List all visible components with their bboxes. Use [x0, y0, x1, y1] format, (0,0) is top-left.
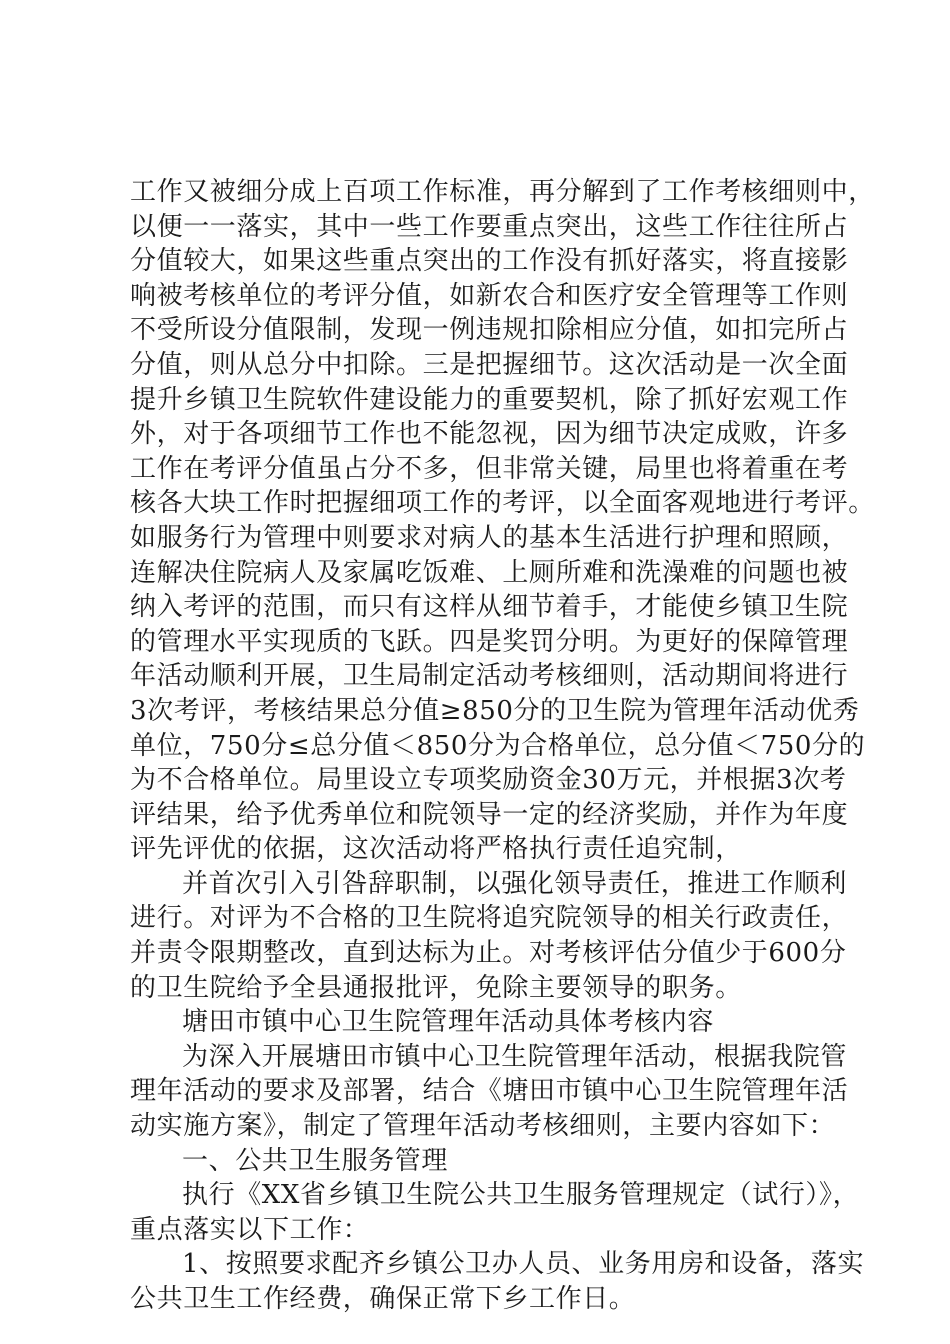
- text-line: 分值较大，如果这些重点突出的工作没有抓好落实，将直接影: [130, 246, 849, 277]
- text-line: 以便一一落实，其中一些工作要重点突出，这些工作往往所占: [130, 211, 849, 242]
- text-line: 分值，则从总分中扣除。三是把握细节。这次活动是一次全面: [130, 349, 849, 380]
- text-line: 理年活动的要求及部署，结合《塘田市镇中心卫生院管理年活: [130, 1076, 849, 1107]
- document-body: [130, 175, 875, 1317]
- text-line: 塘田市镇中心卫生院管理年活动具体考核内容: [182, 1007, 715, 1038]
- text-line: 核各大块工作时把握细项工作的考评，以全面客观地进行考评。: [130, 488, 875, 519]
- text-line: 评先评优的依据，这次活动将严格执行责任追究制，: [130, 834, 742, 865]
- text-line: 年活动顺利开展，卫生局制定活动考核细则，活动期间将进行: [130, 661, 849, 692]
- text-line: 动实施方案》，制定了管理年活动考核细则，主要内容如下：: [130, 1111, 836, 1142]
- text-line: 为深入开展塘田市镇中心卫生院管理年活动，根据我院管: [182, 1041, 848, 1072]
- text-line: 单位，750分≤总分值＜850分为合格单位，总分值＜750分的: [130, 730, 866, 761]
- text-line: 并责令限期整改，直到达标为止。对考核评估分值少于600分: [130, 938, 847, 969]
- text-line: 进行。对评为不合格的卫生院将追究院领导的相关行政责任，: [130, 903, 849, 934]
- text-line: 外，对于各项细节工作也不能忽视，因为细节决定成败，许多: [130, 419, 849, 450]
- text-line: 工作在考评分值虽占分不多，但非常关键，局里也将着重在考: [130, 453, 849, 484]
- text-line: 公共卫生工作经费，确保正常下乡工作日。: [130, 1284, 636, 1314]
- text-line: 重点落实以下工作：: [130, 1214, 370, 1245]
- text-line: 执行《XX省乡镇卫生院公共卫生服务管理规定（试行）》，: [182, 1180, 860, 1211]
- text-line: 为不合格单位。局里设立专项奖励资金30万元，并根据3次考: [130, 765, 847, 796]
- text-line: 一、公共卫生服务管理: [182, 1145, 449, 1176]
- text-line: 并首次引入引咎辞职制，以强化领导责任，推进工作顺利: [182, 868, 848, 899]
- text-line: 3次考评，考核结果总分值≥850分的卫生院为管理年活动优秀: [130, 695, 860, 726]
- text-line: 工作又被细分成上百项工作标准，再分解到了工作考核细则中，: [130, 177, 875, 207]
- text-line: 不受所设分值限制，发现一例违规扣除相应分值，如扣完所占: [130, 315, 849, 346]
- text-line: 连解决住院病人及家属吃饭难、上厕所难和洗澡难的问题也被: [130, 557, 849, 588]
- text-line: 的管理水平实现质的飞跃。四是奖罚分明。为更好的保障管理: [130, 626, 849, 657]
- text-line: 评结果，给予优秀单位和院领导一定的经济奖励，并作为年度: [130, 799, 849, 830]
- text-line: 1、按照要求配齐乡镇公卫办人员、业务用房和设备，落实: [182, 1249, 865, 1280]
- text-line: 纳入考评的范围，而只有这样从细节着手，才能使乡镇卫生院: [130, 592, 849, 623]
- text-line: 提升乡镇卫生院软件建设能力的重要契机，除了抓好宏观工作: [130, 384, 849, 415]
- text-line: 的卫生院给予全县通报批评，免除主要领导的职务。: [130, 972, 742, 1003]
- text-line: 响被考核单位的考评分值，如新农合和医疗安全管理等工作则: [130, 280, 849, 311]
- text-line: 如服务行为管理中则要求对病人的基本生活进行护理和照顾，: [130, 522, 849, 553]
